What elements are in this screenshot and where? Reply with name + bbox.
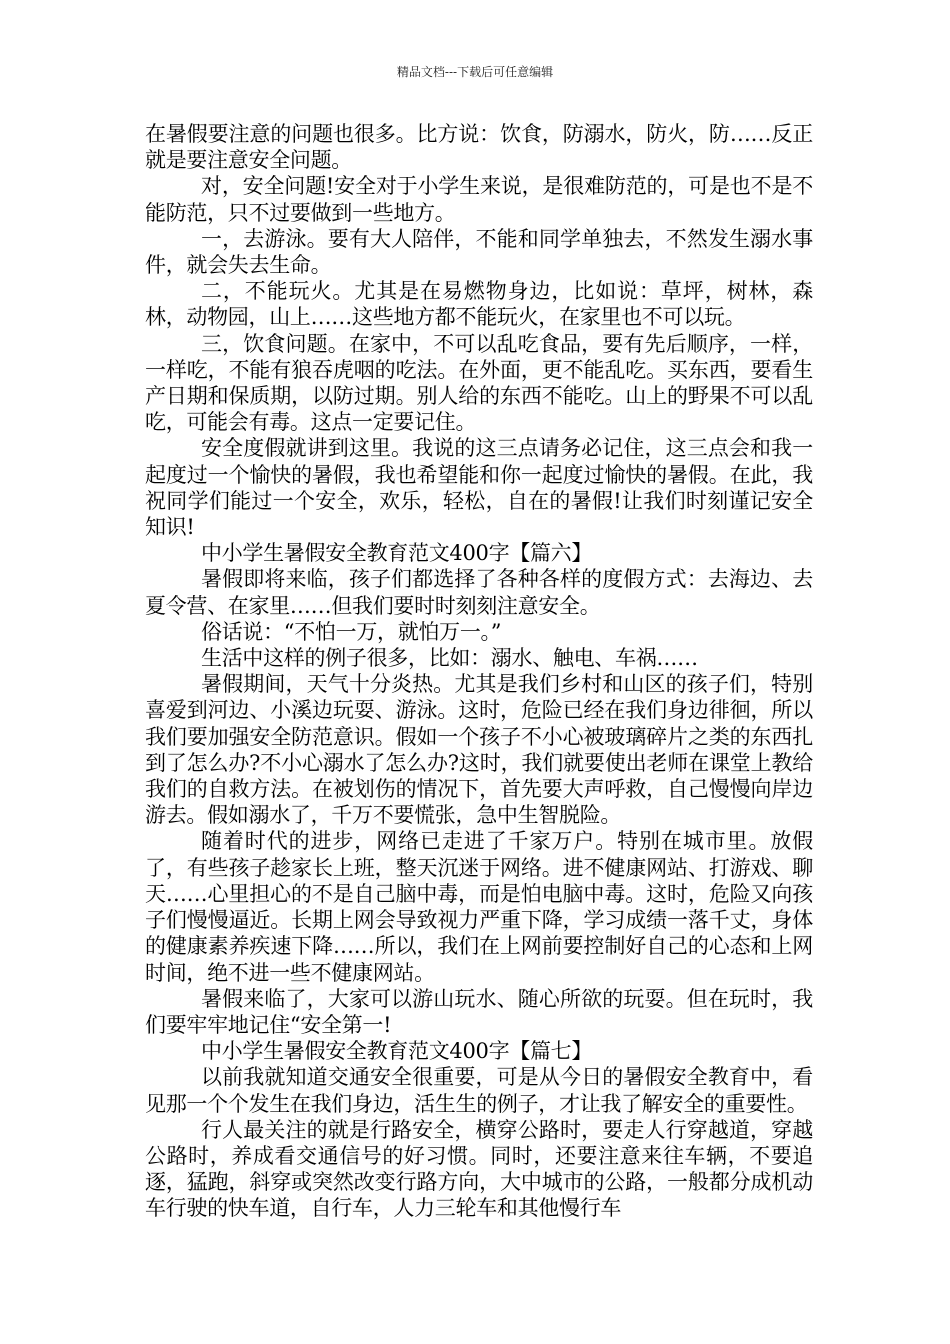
page-header: 精品文档---下载后可任意编辑 [396,65,554,79]
paragraph: 二，不能玩火。尤其是在易燃物身边，比如说：草坪，树林，森林，动物园，山上……这些地方都不能玩火，在家里也不可以玩。 [145,279,813,330]
paragraph: 在暑假要注意的问题也很多。比方说：饮食，防溺水，防火，防……反正就是要注意安全问题。 [145,122,813,173]
paragraph: 三，饮食问题。在家中，不可以乱吃食品，要有先后顺序，一样，一样吃，不能有狼吞虎咽的吃法。在外面，更不能乱吃。买东西，要看生产日期和保质期，以防过期。别人给的东西不能吃。山上的野果不可以乱吃，可能会有毒。这点一定要记住。 [145,331,813,435]
paragraph: 一，去游泳。要有大人陪伴，不能和同学单独去，不然发生溺水事件，就会失去生命。 [145,226,813,278]
section-heading: 中小学生暑假安全教育范文400字【篇六】 [201,541,593,566]
paragraph: 行人最关注的就是行路安全，横穿公路时，要走人行穿越道，穿越公路时，养成看交通信号的好习惯。同时，还要注意来往车辆，不要追逐，猛跑，斜穿或突然改变行路方向，大中城市的公路，一般都分成机动车行驶的快车道，自行车，人力三轮车和其他慢行车 [145,1117,813,1221]
paragraph: 对，安全问题!安全对于小学生来说，是很难防范的，可是也不是不能防范，只不过要做到一些地方。 [145,174,813,225]
paragraph: 以前我就知道交通安全很重要，可是从今日的暑假安全教育中，看见那一个个发生在我们身边，活生生的例子，才让我了解安全的重要性。 [145,1065,813,1116]
document-body [145,121,813,1222]
section-heading: 中小学生暑假安全教育范文400字【篇七】 [201,1039,593,1064]
paragraph: 暑假来临了，大家可以游山玩水、随心所欲的玩耍。但在玩时，我们要牢牢地记住“安全第一! [145,986,813,1037]
paragraph: 俗话说：“不怕一万，就怕万一。” [201,619,502,644]
paragraph: 暑假即将来临，孩子们都选择了各种各样的度假方式：去海边、去夏令营、在家里……但我们要时时刻刻注意安全。 [145,567,813,618]
paragraph: 生活中这样的例子很多，比如：溺水、触电、车祸…… [201,646,698,671]
paragraph: 安全度假就讲到这里。我说的这三点请务必记住，这三点会和我一起度过一个愉快的暑假，我也希望能和你一起度过愉快的暑假。在此，我祝同学们能过一个安全，欢乐，轻松，自在的暑假!让我们时刻谨记安全知识! [145,436,813,540]
paragraph: 暑假期间，天气十分炎热。尤其是我们乡村和山区的孩子们，特别喜爱到河边、小溪边玩耍、游泳。这时，危险已经在我们身边徘徊，所以我们要加强安全防范意识。假如一个孩子不小心被玻璃碎片之类的东西扎到了怎么办?不小心溺水了怎么办?这时，我们就要使出老师在课堂上教给我们的自救方法。在被划伤的情况下，首先要大声呼救，自己慢慢向岸边游去。假如溺水了，千万不要慌张，急中生智脱险。 [145,672,813,828]
paragraph: 随着时代的进步，网络已走进了千家万户。特别在城市里。放假了，有些孩子趁家长上班，整天沉迷于网络。进不健康网站、打游戏、聊天……心里担心的不是自己脑中毒，而是怕电脑中毒。这时，危险又向孩子们慢慢逼近。长期上网会导致视力严重下降，学习成绩一落千丈，身体的健康素养疾速下降……所以，我们在上网前要控制好自己的心态和上网时间，绝不进一些不健康网站。 [145,829,813,985]
